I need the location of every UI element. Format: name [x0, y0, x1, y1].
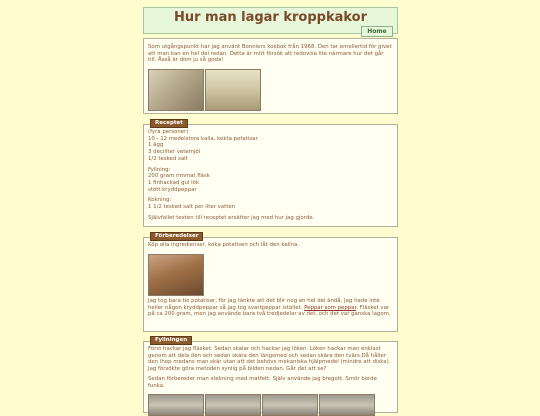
chopping-photo-4 — [319, 394, 375, 416]
filling-tag: Fyllningen — [150, 336, 192, 345]
chopping-photo-2 — [205, 394, 261, 416]
ingredients-photo — [148, 254, 204, 296]
recipe-line: 1 ägg — [148, 142, 164, 149]
preparations-text-2: Jag tog bara tio potatisar, för jag tänkte att det blir nog en hel del ändå. Jag hade inte heller någon kryddpeppar så jag tog svartpeppar istället. Peppar som peppar. Fläsket var på ca 200 gram, men jag använde bara två tredjedelar av det, och det var ganska lagom. — [148, 298, 391, 318]
intro-text: Som utgångspunkt har jag använt Bonniers kokbok från 1968. Den tar emellertid för givet att man kan en hel del redan. Detta är mitt försök att redovisa lite närmare hur det går till. Åsså är dom ju så goda! — [148, 44, 392, 64]
intro-section — [143, 38, 398, 114]
filling-line: stött kryddpeppar — [148, 186, 197, 193]
recipe-line: (fyra personer) — [148, 129, 189, 135]
filling-section — [143, 341, 398, 413]
recipe-tag: Receptet — [150, 119, 188, 128]
filling-text-1: Först hackar jag fläsket. Sedan skalar och hackar jag löken. Löken hackar man enklast genom att dela den och sedan skära den längsmed och sedan skära den tvärs.Då håller den ihop medans man skär utan att det behövs mekaniska hjälpmedel (mindre att diska). Jag försökte göra metoden synlig på bilden nedan. Går det att se? — [148, 346, 391, 373]
cooking-line: 1 1/2 tesked salt per liter vatten — [148, 204, 236, 211]
recipe-note: Självfallet texten till receptet ersätter jag med hur jag gjorde. — [148, 214, 315, 221]
pepper-link[interactable]: Peppar som peppar — [304, 304, 357, 311]
recipe-line: 3 deciliter vetemjöl — [148, 149, 201, 156]
preparations-section — [143, 237, 398, 332]
preparations-text-1: Köp alla ingredienser, koka potatisen och låt den kallna. — [148, 242, 300, 248]
filling-line: 200 gram rimmat fläsk — [148, 173, 210, 180]
page-title: Hur man lagar kroppkakor — [173, 10, 368, 25]
cookbook-photo — [148, 69, 204, 111]
filling-text-2: Sedan förbereder man stekning med matfett. Själv använde jag bregott. Smör borde funka. — [148, 375, 377, 389]
recipe-line: 1/2 tesked salt — [148, 155, 188, 162]
filling-line: Fyllning: — [148, 166, 171, 173]
recipe-line: 10 - 12 medelstora kalla, kokta potatisar — [148, 135, 258, 142]
chopping-photo-3 — [262, 394, 318, 416]
preparations-tag: Förberedelser — [150, 232, 203, 241]
filling-line: 1 finhackad gul lök — [148, 179, 200, 186]
recipe-section — [143, 124, 398, 227]
home-button[interactable]: Home — [361, 26, 393, 37]
page-header — [143, 7, 398, 34]
cookbook-page-photo — [205, 69, 261, 111]
chopping-photo-1 — [148, 394, 204, 416]
cooking-line: Kokning: — [148, 197, 172, 204]
